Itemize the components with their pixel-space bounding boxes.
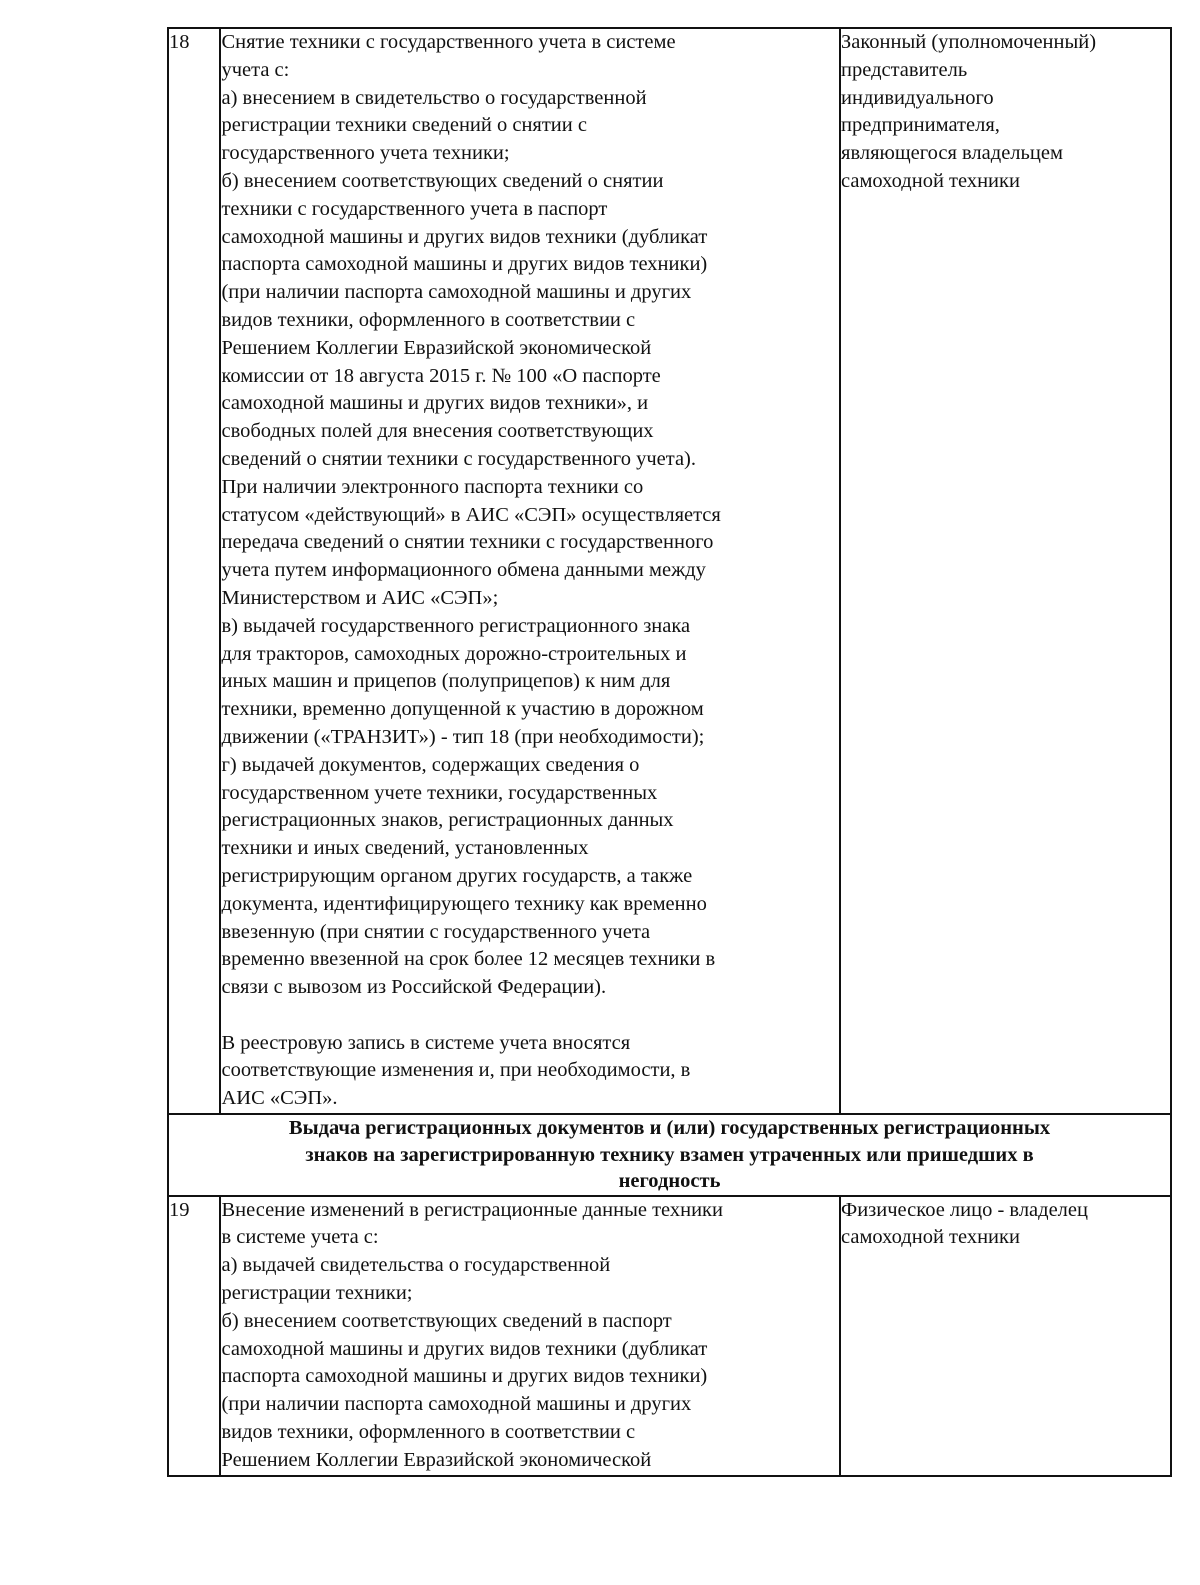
description-line: Решением Коллегии Евразийской экономической: [221, 1448, 652, 1471]
applicant-line: индивидуального: [841, 86, 994, 109]
note-line: соответствующие изменения и, при необходимости, в: [221, 1059, 691, 1082]
description-line: свободных полей для внесения соответствующих: [221, 420, 654, 443]
row-number-cell: [168, 1196, 220, 1476]
description-line: учета путем информационного обмена данными между: [221, 559, 706, 582]
description-line: государственном учете техники, государственных: [221, 781, 658, 804]
description-line: сведений о снятии техники с государственного учета).: [221, 447, 697, 470]
row-number: 19: [169, 1198, 190, 1221]
description-line: При наличии электронного паспорта техники со: [221, 475, 644, 498]
description-line: учета с:: [221, 58, 290, 81]
paragraph-gap: [221, 1002, 839, 1030]
section-header-line: Выдача регистрационных документов и (или) государственных регистрационных: [288, 1117, 1051, 1140]
description-cell: [220, 28, 840, 1114]
description-line: Внесение изменений в регистрационные данные техники: [221, 1198, 723, 1221]
section-header-row: [168, 1114, 1171, 1196]
description-line: паспорта самоходной машины и других видов техники): [221, 253, 708, 276]
applicant-line: самоходной техники: [841, 1226, 1020, 1249]
row-number-cell: [168, 28, 220, 1114]
description-line: в) выдачей государственного регистрационного знака: [221, 614, 691, 637]
description-line: связи с вывозом из Российской Федерации).: [221, 976, 607, 999]
applicant-line: являющегося владельцем: [841, 142, 1063, 165]
description-line: а) внесением в свидетельство о государственной: [221, 86, 647, 109]
description-line: временно ввезенной на срок более 12 месяцев техники в: [221, 948, 716, 971]
description-line: а) выдачей свидетельства о государственной: [221, 1254, 611, 1277]
description-cell: [220, 1196, 840, 1476]
section-header-line: негодность: [618, 1170, 721, 1193]
description-line: документа, идентифицирующего технику как временно: [221, 892, 707, 915]
services-table: [167, 27, 1172, 1477]
description-line: (при наличии паспорта самоходной машины и других: [221, 1393, 692, 1416]
description-line: регистрационных знаков, регистрационных данных: [221, 809, 674, 832]
description-line: видов техники, оформленного в соответствии с: [221, 1420, 636, 1443]
table-row: [168, 1196, 1171, 1476]
row-number: 18: [169, 31, 190, 53]
applicant-cell: [840, 28, 1171, 1114]
applicant-line: самоходной техники: [841, 169, 1020, 192]
description-line: статусом «действующий» в АИС «СЭП» осуществляется: [221, 503, 721, 526]
applicant-line: Физическое лицо - владелец: [841, 1198, 1088, 1221]
description-line: регистрации техники сведений о снятии с: [221, 114, 587, 137]
description-line: передача сведений о снятии техники с государственного: [221, 531, 714, 554]
applicant-line: Законный (уполномоченный): [841, 31, 1097, 53]
section-header-line: знаков на зарегистрированную технику взамен утраченных или пришедших в: [305, 1143, 1034, 1166]
description-line: паспорта самоходной машины и других видов техники): [221, 1365, 708, 1388]
description-line: Снятие техники с государственного учета в системе: [221, 31, 676, 53]
note-line: АИС «СЭП».: [221, 1087, 338, 1110]
description-line: Решением Коллегии Евразийской экономической: [221, 336, 652, 359]
description-line: регистрации техники;: [221, 1281, 413, 1304]
description-line: самоходной машины и других видов техники (дубликат: [221, 1337, 708, 1360]
description-line: регистрирующим органом других государств, а также: [221, 864, 693, 887]
description-line: в системе учета с:: [221, 1226, 379, 1249]
description-line: самоходной машины и других видов техники», и: [221, 392, 649, 415]
description-line: техники, временно допущенной к участию в дорожном: [221, 698, 704, 721]
description-line: Министерством и АИС «СЭП»;: [221, 586, 499, 609]
description-line: иных машин и прицепов (полуприцепов) к ним для: [221, 670, 671, 693]
description-line: (при наличии паспорта самоходной машины и других: [221, 281, 692, 304]
description-line: б) внесением соответствующих сведений о снятии: [221, 169, 664, 192]
description-line: государственного учета техники;: [221, 142, 510, 165]
description-line: самоходной машины и других видов техники (дубликат: [221, 225, 708, 248]
description-line: для тракторов, самоходных дорожно-строительных и: [221, 642, 687, 665]
applicant-line: предпринимателя,: [841, 114, 1000, 137]
note-line: В реестровую запись в системе учета вносятся: [221, 1031, 631, 1054]
description-line: движении («ТРАНЗИТ») - тип 18 (при необходимости);: [221, 725, 705, 748]
section-header: [168, 1114, 1171, 1196]
description-line: комиссии от 18 августа 2015 г. № 100 «О паспорте: [221, 364, 661, 387]
applicant-line: представитель: [841, 58, 968, 81]
description-line: б) внесением соответствующих сведений в паспорт: [221, 1309, 672, 1332]
description-line: ввезенную (при снятии с государственного учета: [221, 920, 651, 943]
description-line: видов техники, оформленного в соответствии с: [221, 308, 636, 331]
table-row: [168, 28, 1171, 1114]
description-line: техники с государственного учета в паспорт: [221, 197, 608, 220]
applicant-cell: [840, 1196, 1171, 1476]
description-line: техники и иных сведений, установленных: [221, 837, 589, 860]
description-line: г) выдачей документов, содержащих сведения о: [221, 753, 640, 776]
